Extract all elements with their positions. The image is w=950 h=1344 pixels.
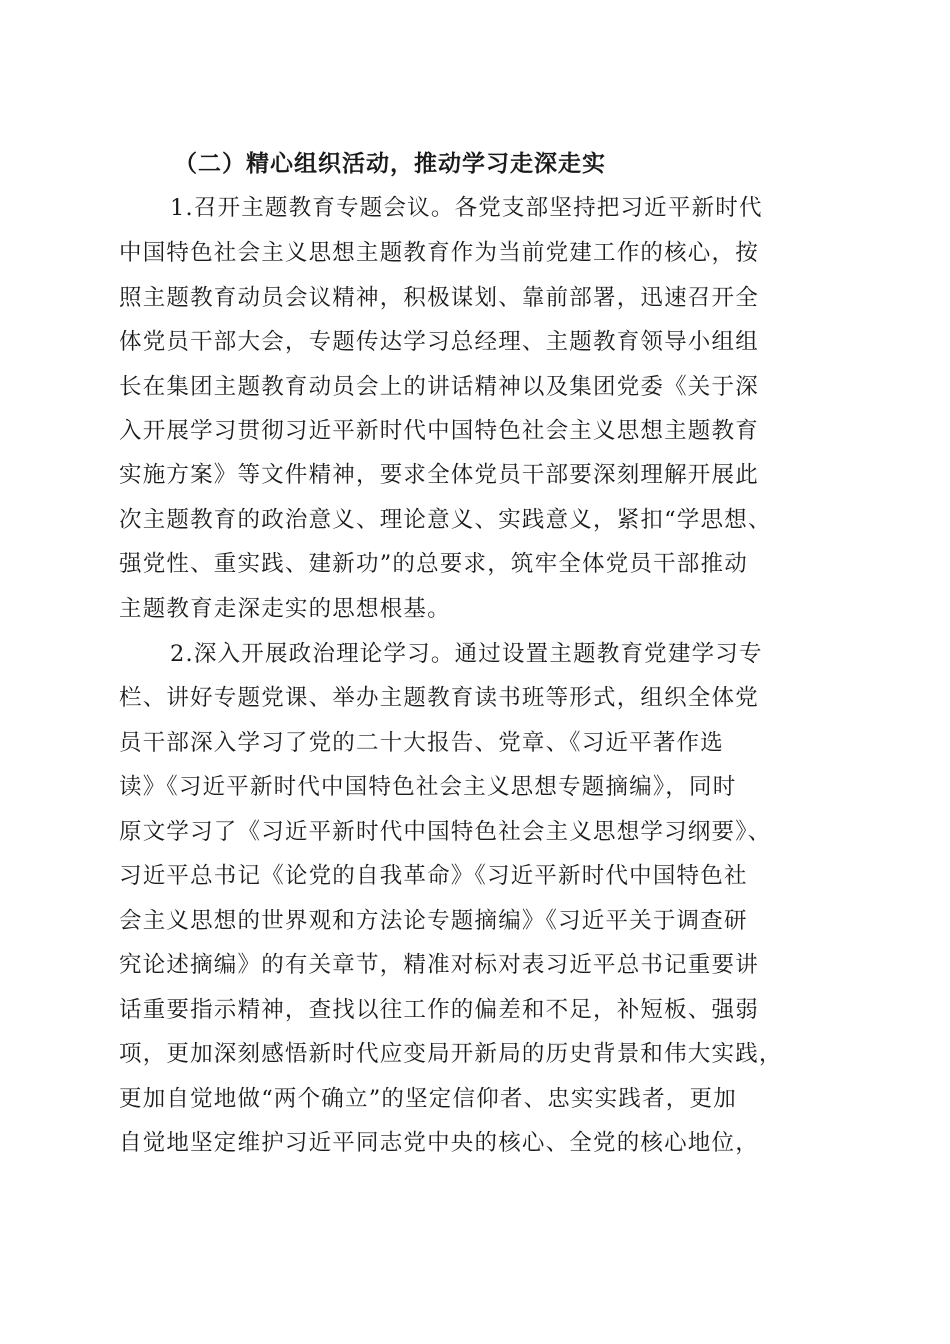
paragraph-line: 习近平总书记《论党的自我革命》《习近平新时代中国特色社 [119,863,748,889]
paragraph-line: 照主题教育动员会议精神，积极谋划、靠前部署，迅速召开全 [119,285,759,311]
paragraph-line: 员干部深入学习了党的二十大报告、党章、《习近平著作选 [119,730,724,756]
paragraph-line: 原文学习了《习近平新时代中国特色社会主义思想学习纲要》、 [119,819,772,845]
paragraph-line: 更加自觉地做“两个确立”的坚定信仰者、忠实实践者，更加 [119,1086,737,1112]
section-heading: （二）精心组织活动，推动学习走深走实 [174,150,606,177]
paragraph-line: 强党性、重实践、建新功”的总要求，筑牢全体党员干部推动 [119,551,748,577]
paragraph-line: 自觉地坚定维护习近平同志党中央的核心、全党的核心地位， [119,1130,759,1156]
paragraph-line: 实施方案》等文件精神，要求全体党员干部要深刻理解开展此 [119,462,759,488]
paragraph-line: 话重要指示精神，查找以往工作的偏差和不足，补短板、强弱 [119,997,759,1023]
paragraph-line: 读》《习近平新时代中国特色社会主义思想专题摘编》，同时 [119,774,737,800]
paragraph-line: 项，更加深刻感悟新时代应变局开新局的历史背景和伟大实践， [119,1041,783,1067]
paragraph-line: 栏、讲好专题党课、举办主题教育读书班等形式，组织全体党 [119,685,759,711]
paragraph-line: 次主题教育的政治意义、理论意义、实践意义，紧扣“学思想、 [119,507,772,533]
paragraph-line: 究论述摘编》的有关章节，精准对标对表习近平总书记重要讲 [119,952,759,978]
paragraph-line: 1.召开主题教育专题会议。各党支部坚持把习近平新时代 [170,195,763,221]
paragraph-line: 长在集团主题教育动员会上的讲话精神以及集团党委《关于深 [119,374,759,400]
paragraph-line: 体党员干部大会，专题传达学习总经理、主题教育领导小组组 [119,329,759,355]
paragraph-line: 会主义思想的世界观和方法论专题摘编》《习近平关于调查研 [119,908,748,934]
paragraph-line: 入开展学习贯彻习近平新时代中国特色社会主义思想主题教育 [119,418,759,444]
paragraph-line: 2.深入开展政治理论学习。通过设置主题教育党建学习专 [170,641,763,667]
paragraph-line: 中国特色社会主义思想主题教育作为当前党建工作的核心，按 [119,240,759,266]
paragraph-line: 主题教育走深走实的思想根基。 [119,596,451,622]
